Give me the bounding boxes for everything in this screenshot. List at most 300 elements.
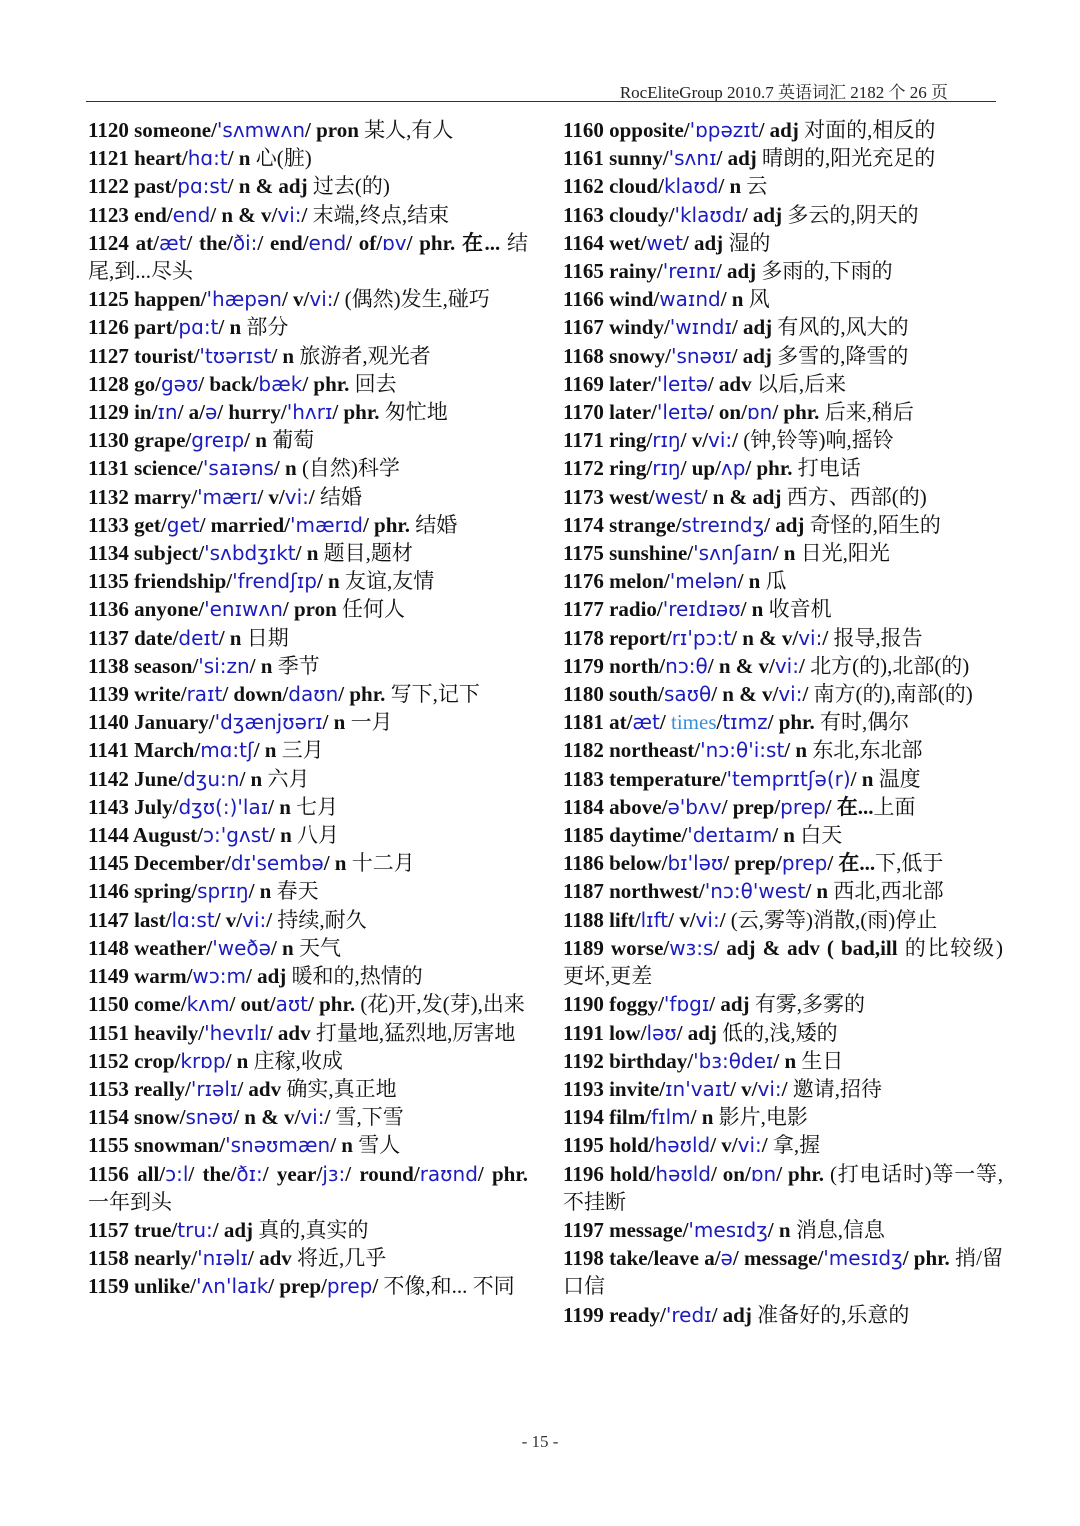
phonetic: sprɪŋ — [197, 879, 249, 904]
word-text: / — [822, 625, 834, 650]
vocab-entry — [563, 116, 1003, 144]
definition: 的比较级)更坏,更差 — [563, 935, 1004, 989]
phonetic: ɒn — [750, 1161, 777, 1186]
word-text: 1121 heart/ — [88, 146, 188, 171]
vocab-entry — [563, 708, 1003, 736]
phonetic: tɪmz — [722, 710, 768, 735]
word-text: / back/ — [198, 371, 259, 396]
phonetic: 'mesɪdʒ — [823, 1246, 903, 1271]
word-text: 1185 daytime/ — [563, 823, 688, 848]
phonetic: ɒn — [746, 400, 773, 425]
word-text: / n — [218, 315, 247, 340]
word-text: / n — [772, 541, 801, 566]
vocab-entry — [88, 680, 528, 708]
definition: 湿的 — [728, 230, 771, 255]
phonetic: 'reɪdɪəʊ — [662, 597, 741, 622]
vocab-entry — [563, 906, 1003, 934]
definition: 心(脏) — [255, 146, 312, 171]
phonetic: tru: — [177, 1217, 213, 1242]
word-text: / pron — [282, 597, 343, 622]
page-number: - 15 - — [521, 1432, 559, 1451]
phonetic: 'ɒpəzɪt — [689, 118, 759, 142]
vocab-entry — [563, 257, 1003, 285]
vocab-entry — [88, 285, 528, 313]
phonetic: æt — [158, 230, 187, 255]
phonetic: 'sʌmwʌn — [216, 118, 306, 142]
header-rule — [86, 101, 996, 102]
word-text: 1154 snow/ — [88, 1105, 186, 1130]
phonetic: 'leɪtə — [656, 400, 708, 425]
word-text: / n — [773, 1048, 802, 1073]
definition: 过去(的) — [312, 174, 390, 199]
vocab-entry — [563, 1160, 1003, 1216]
definition: 十二月 — [351, 851, 415, 876]
word-text: / phr. — [332, 400, 385, 425]
phonetic: hɑ:t — [187, 146, 228, 171]
phonetic: ði: — [232, 230, 258, 255]
word-text: / — [719, 907, 731, 932]
phonetic: vi: — [309, 287, 334, 312]
phonetic: pɑ:st — [177, 174, 228, 199]
vocab-entry — [88, 962, 528, 990]
vocab-entry — [88, 849, 528, 877]
word-text: / adj — [758, 118, 805, 142]
phonetic: lɑ:st — [171, 907, 215, 932]
vocab-entry — [88, 313, 528, 341]
word-text: 1173 west/ — [563, 484, 655, 509]
word-text: 1142 June/ — [88, 766, 184, 791]
word-text: 1143 July/ — [88, 794, 179, 819]
word-text: / phr. — [362, 512, 416, 537]
vocab-entry — [88, 454, 528, 482]
phonetic: ɪn — [157, 400, 178, 425]
definition: 晴朗的,阳光充足的 — [762, 146, 936, 171]
definition: 温度 — [878, 766, 921, 791]
vocab-entry — [88, 398, 528, 426]
word-text: 1139 write/ — [88, 682, 187, 707]
phonetic: prep — [326, 1274, 373, 1299]
vocab-entry — [563, 342, 1003, 370]
phonetic: rɪŋ — [652, 428, 681, 453]
word-text: / n — [271, 343, 300, 368]
phonetic: 'reɪnɪ — [662, 259, 716, 284]
definition: 云 — [746, 174, 768, 199]
phonetic: krɒp — [180, 1048, 226, 1073]
word-text: 1179 north/ — [563, 653, 666, 678]
phonetic: jɜ: — [322, 1161, 346, 1186]
phonetic: raʊnd — [419, 1161, 478, 1186]
definition: 旅游者,观光者 — [299, 343, 431, 368]
phonetic: ə'bʌv — [667, 794, 722, 819]
word-text: / phr. — [302, 371, 355, 396]
word-text: / phr. — [767, 710, 820, 735]
word-text: 1189 worse/ — [563, 935, 670, 960]
phonetic: greɪp — [191, 428, 245, 453]
word-text: 1147 last/ — [88, 907, 172, 932]
word-text: 1172 ring/ — [563, 456, 653, 481]
word-text: / adv — [237, 1076, 287, 1101]
definition: 打电话 — [797, 456, 861, 481]
phonetic: wet — [646, 230, 683, 255]
word-text: 1129 in/ — [88, 400, 158, 425]
phonetic: 'nɔ:θ'i:st — [700, 738, 785, 763]
word-text: / n — [850, 766, 879, 791]
definition: 多雨的,下雨的 — [761, 259, 893, 284]
phonetic: 'mærɪd — [289, 512, 363, 537]
phonetic: klaʊd — [663, 174, 719, 199]
word-text: / 在... — [825, 794, 874, 819]
word-text: / n — [244, 428, 273, 453]
word-text: / v/ — [281, 287, 310, 312]
word-text: 1144 August/ — [88, 823, 203, 848]
phonetic: 'enɪwʌn — [204, 597, 283, 622]
word-text: 1135 friendship/ — [88, 569, 233, 594]
definition: 雪人 — [358, 1133, 401, 1158]
word-text: 1195 hold/ — [563, 1133, 655, 1158]
vocab-entry — [88, 1160, 528, 1216]
phonetic: dɪ'sembə — [230, 851, 324, 876]
word-text: / phr. 在... — [406, 230, 507, 255]
phonetic: end — [308, 230, 347, 255]
word-text: 1178 report/ — [563, 625, 672, 650]
definition: 西北,西北部 — [833, 879, 944, 904]
phonetic: kʌm — [186, 992, 230, 1017]
phonetic: vi: — [774, 653, 799, 678]
definition: 题目,题材 — [323, 541, 413, 566]
word-text: / — [798, 653, 811, 678]
phonetic: vi: — [798, 625, 823, 650]
phonetic: snəʊ — [185, 1105, 234, 1130]
word-text: / n — [805, 879, 834, 904]
phonetic: dʒʊ(:)'laɪ — [178, 794, 269, 819]
phonetic: dʒu:n — [183, 766, 240, 791]
word-text: 1198 take/leave a/ — [563, 1246, 721, 1271]
vocab-entry — [563, 793, 1003, 821]
word-text: / on/ — [710, 1161, 751, 1186]
word-text: times — [671, 710, 717, 735]
word-text: / n — [772, 823, 801, 848]
definition: 友谊,友情 — [344, 569, 435, 594]
word-text: / n — [249, 653, 278, 678]
vocab-entry — [563, 1216, 1003, 1244]
vocab-entry — [88, 652, 528, 680]
word-text: / n — [322, 710, 351, 735]
word-text: 1160 opposite/ — [563, 118, 690, 142]
phonetic: deɪt — [178, 625, 219, 650]
word-text: 1165 rainy/ — [563, 259, 663, 284]
vocab-entry — [563, 483, 1003, 511]
word-text: / n & v/ — [731, 625, 799, 650]
word-text: / n & adj — [701, 484, 787, 509]
definition: 拿,握 — [772, 1133, 821, 1158]
definition: 有雾,多雾的 — [754, 992, 866, 1017]
phonetic: wɔ:m — [192, 964, 246, 989]
definition: 低的,浅,矮的 — [722, 1020, 838, 1045]
vocab-entry — [563, 765, 1003, 793]
phonetic: waɪnd — [659, 287, 721, 312]
word-text: / adj — [764, 512, 810, 537]
phonetic: fɪlm — [651, 1105, 691, 1130]
word-text: / round/ — [345, 1161, 420, 1186]
word-text: 1199 ready/ — [563, 1302, 666, 1327]
vocab-entry — [88, 539, 528, 567]
word-text: / adj — [711, 1302, 758, 1327]
vocab-entry — [88, 821, 528, 849]
vocab-entry — [88, 990, 528, 1018]
phonetic: rɪŋ — [652, 456, 681, 481]
word-text: / message/ — [732, 1246, 824, 1271]
phonetic: lɪft — [640, 907, 669, 932]
word-text: 1184 above/ — [563, 794, 668, 819]
vocab-entry — [563, 1131, 1003, 1159]
definition: 七月 — [296, 794, 339, 819]
vocab-entry — [563, 849, 1003, 877]
definition: 捎/留口信 — [563, 1246, 1003, 1299]
vocab-entry — [88, 116, 528, 144]
phonetic: 'redɪ — [665, 1302, 712, 1327]
phonetic: vi: — [242, 907, 267, 932]
definition: 北方(的),北部(的) — [810, 653, 970, 678]
word-text: 1158 nearly/ — [88, 1246, 198, 1271]
word-text: / n & v/ — [210, 202, 278, 227]
definition: (花)开,发(芽),出来 — [360, 992, 525, 1017]
vocab-entry — [563, 595, 1003, 623]
word-text: / v/ — [214, 907, 243, 932]
phonetic: gəʊ — [160, 371, 199, 396]
vocab-entry — [88, 1244, 528, 1272]
word-text: / year/ — [262, 1161, 323, 1186]
word-text: / n — [218, 625, 247, 650]
word-text: 1130 grape/ — [88, 428, 192, 453]
word-text: / n — [268, 794, 297, 819]
word-text: / v/ — [668, 907, 696, 932]
vocab-entry — [563, 990, 1003, 1018]
phonetic: 'frendʃɪp — [232, 569, 317, 594]
word-text: / n — [767, 1217, 796, 1242]
phonetic: ə — [720, 1246, 733, 1271]
definition: 春天 — [276, 879, 319, 904]
word-text: / a/ — [177, 400, 205, 425]
word-text: / n — [740, 597, 769, 622]
phonetic: ɒv — [382, 230, 407, 255]
definition: 结尾,到...尽头 — [88, 230, 528, 284]
word-text: / n — [225, 1048, 254, 1073]
vocab-entry — [88, 1103, 528, 1131]
word-text: / n — [720, 287, 749, 312]
word-text: 1166 wind/ — [563, 287, 660, 312]
vocab-entry — [563, 1301, 1003, 1329]
word-text: 1124 at/ — [88, 230, 159, 255]
word-text: / v/ — [257, 484, 285, 509]
vocab-entry — [88, 1216, 528, 1244]
word-text: / 在... — [827, 851, 876, 876]
word-text: 1191 low/ — [563, 1020, 647, 1045]
vocab-entry — [88, 934, 528, 962]
vocab-entry — [88, 1075, 528, 1103]
word-text: / — [802, 682, 814, 707]
phonetic: ɪn'vaɪt — [665, 1076, 731, 1101]
word-text: / up/ — [680, 456, 721, 481]
vocab-column-left — [88, 116, 528, 1301]
word-text: / n — [227, 146, 256, 171]
page-header: RocEliteGroup 2010.7 英语词汇 2182 个 26 页 — [619, 83, 948, 102]
vocab-entry — [563, 736, 1003, 764]
definition: 不像,和... 不同 — [383, 1274, 515, 1299]
phonetic: raɪt — [186, 682, 223, 707]
phonetic: pɑ:t — [178, 315, 219, 340]
word-text: / phr. — [776, 1161, 831, 1186]
vocab-entry — [563, 877, 1003, 905]
definition: 下,低于 — [875, 851, 944, 876]
word-text: / the/ — [186, 230, 233, 255]
vocab-entry — [88, 342, 528, 370]
word-text: / phr. — [772, 400, 825, 425]
phonetic: prep — [781, 851, 828, 876]
vocab-entry — [563, 426, 1003, 454]
phonetic: 'nɔ:θ'west — [704, 879, 806, 904]
definition: 庄稼,收成 — [253, 1048, 343, 1073]
phonetic: 'ʌn'laɪk — [195, 1274, 269, 1299]
word-text: / n — [273, 456, 302, 481]
phonetic: 'wɪndɪ — [669, 315, 732, 340]
phonetic: 'klaʊdɪ — [674, 202, 742, 227]
vocab-entry — [88, 567, 528, 595]
vocab-entry — [88, 624, 528, 652]
phonetic: 'saɪəns — [202, 456, 274, 481]
phonetic: 'hevɪlɪ — [204, 1020, 267, 1045]
vocab-entry — [563, 313, 1003, 341]
phonetic: 'deɪtaɪm — [687, 823, 773, 848]
phonetic: 'snəʊɪ — [670, 343, 732, 368]
word-text: 1145 December/ — [88, 851, 231, 876]
word-text: / hurry/ — [217, 400, 287, 425]
word-text: / adj — [212, 1217, 259, 1242]
phonetic: 'sʌnɪ — [668, 146, 717, 171]
word-text: / on/ — [707, 400, 747, 425]
vocab-entry — [563, 285, 1003, 313]
phonetic: 'weðə — [212, 935, 271, 960]
definition: 上面 — [873, 794, 916, 819]
word-text: / adj — [716, 146, 763, 171]
word-text: 1155 snowman/ — [88, 1133, 226, 1158]
phonetic: ə — [204, 400, 218, 425]
phonetic: vi: — [737, 1133, 762, 1158]
word-text: / v/ — [680, 428, 709, 453]
word-text: 1183 temperature/ — [563, 766, 727, 791]
word-text: / n — [737, 569, 766, 594]
word-text: 1181 at/ — [563, 710, 633, 735]
word-text: / n — [330, 1133, 359, 1158]
vocab-entry — [563, 172, 1003, 200]
word-text: 1152 crop/ — [88, 1048, 181, 1073]
phonetic: vi: — [708, 428, 733, 453]
vocab-entry — [88, 877, 528, 905]
definition: 一月 — [350, 710, 393, 735]
word-text: 1190 foggy/ — [563, 992, 664, 1017]
phonetic: ləʊ — [646, 1020, 677, 1045]
phonetic: 'nɪəlɪ — [197, 1246, 248, 1271]
phonetic: rɪ'pɔ:t — [671, 625, 732, 650]
definition: 白天 — [800, 823, 843, 848]
word-text: 1175 sunshine/ — [563, 541, 694, 566]
definition: 日光,阳光 — [800, 541, 890, 566]
phonetic: 'temprɪtʃə(r) — [726, 766, 851, 791]
definition: 末端,终点,结束 — [312, 202, 450, 227]
word-text: / phr. — [902, 1246, 956, 1271]
definition: 写下,记下 — [390, 682, 480, 707]
definition: 东北,东北部 — [812, 738, 923, 763]
word-text: 1133 get/ — [88, 512, 167, 537]
phonetic: end — [172, 202, 211, 227]
vocab-entry — [563, 934, 1003, 990]
word-text: / prep/ — [723, 851, 782, 876]
word-text: / n — [690, 1105, 719, 1130]
definition: 日期 — [246, 625, 289, 650]
word-text: / adj — [741, 202, 788, 227]
vocab-entry — [563, 567, 1003, 595]
definition: 持续,耐久 — [277, 907, 367, 932]
word-text: / n — [295, 541, 324, 566]
definition: 八月 — [297, 823, 339, 848]
word-text: / of/ — [346, 230, 383, 255]
phonetic: 'rɪəlɪ — [190, 1076, 238, 1101]
definition: 西方、西部(的) — [786, 484, 927, 509]
word-text: 1196 hold/ — [563, 1161, 656, 1186]
definition: 任何人 — [342, 597, 406, 622]
definition: (云,雾等)消散,(雨)停止 — [730, 907, 938, 932]
word-text: / adj — [731, 315, 778, 340]
definition: 对面的,相反的 — [804, 118, 936, 142]
vocab-entry — [563, 511, 1003, 539]
word-text: / — [781, 1076, 793, 1101]
vocab-entry — [88, 1047, 528, 1075]
phonetic: ʌp — [720, 456, 746, 481]
vocab-entry — [563, 821, 1003, 849]
word-text: 1174 strange/ — [563, 512, 682, 537]
word-text: / — [266, 907, 278, 932]
word-text: / phr. — [477, 1161, 528, 1186]
definition: 风 — [748, 287, 770, 312]
word-text: 1156 all/ — [88, 1161, 166, 1186]
word-text: / adj — [245, 964, 292, 989]
word-text: / — [659, 710, 671, 735]
vocab-entry — [88, 511, 528, 539]
word-text: / n & v/ — [233, 1105, 301, 1130]
word-text: 1161 sunny/ — [563, 146, 669, 171]
word-text: / phr. — [338, 682, 391, 707]
word-text: / n — [248, 879, 277, 904]
word-text: 1134 subject/ — [88, 541, 205, 566]
word-text: 1120 someone/ — [88, 118, 217, 142]
vocab-column-right — [563, 116, 1003, 1329]
phonetic: west — [654, 484, 702, 509]
phonetic: streɪndʒ — [681, 512, 765, 537]
word-text: / n — [718, 174, 747, 199]
vocab-entry — [563, 201, 1003, 229]
vocab-entry — [563, 1047, 1003, 1075]
word-text: 1163 cloudy/ — [563, 202, 675, 227]
phonetic: 'bɜ:θdeɪ — [693, 1048, 774, 1073]
word-text: 1192 birthday/ — [563, 1048, 694, 1073]
word-text: / out/ — [229, 992, 276, 1017]
definition: 一年到头 — [88, 1189, 172, 1214]
phonetic: get — [166, 512, 200, 537]
word-text: / n — [239, 766, 268, 791]
word-text: 1131 science/ — [88, 456, 203, 481]
definition: 生日 — [801, 1048, 844, 1073]
vocab-entry — [563, 652, 1003, 680]
definition: 暖和的,热情的 — [291, 964, 423, 989]
